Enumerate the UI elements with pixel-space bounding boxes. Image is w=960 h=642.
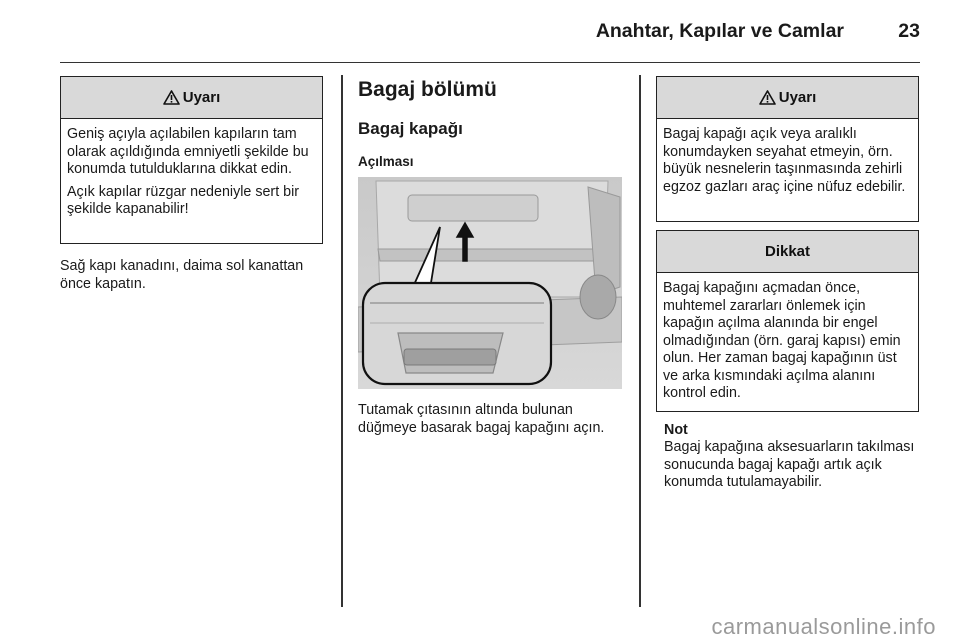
warning-paragraph-1: Geniş açıyla açılabilen kapıların tam olarak açıldığında emniyetli şekilde bu konumda tutulduklarına dikkat edin. xyxy=(67,126,309,177)
watermark: carmanualsonline.info xyxy=(711,614,936,639)
caution-heading: Dikkat xyxy=(764,243,811,260)
note-text: Bagaj kapağına aksesuarların takılması sonucunda bagaj kapağı artık açık konumda tutulamayabilir. xyxy=(664,439,915,490)
chapter-title: Anahtar, Kapılar ve Camlar xyxy=(595,20,844,42)
warning-triangle-icon xyxy=(759,90,776,105)
warning-text-right: Bagaj kapağı açık veya aralıklı konumdayken seyahat etmeyin, örn. büyük nesnelerin taşınmasında zehirli egzoz gazları araç içine nüfuz edebilir. xyxy=(663,126,906,195)
warning-body-right xyxy=(657,119,918,206)
warning-box-left xyxy=(60,76,323,244)
caution-body xyxy=(657,273,918,413)
section-title: Bagaj bölümü xyxy=(358,78,497,101)
warning-box-header xyxy=(61,77,322,119)
column-divider-1 xyxy=(341,75,343,607)
warning-triangle-icon xyxy=(163,90,180,105)
warning-body xyxy=(61,119,322,229)
warning-box-right xyxy=(656,76,919,222)
warning-box-header-right xyxy=(657,77,918,119)
opening-subheading: Açılması xyxy=(358,154,414,169)
warning-paragraph-2: Açık kapılar rüzgar nedeniyle sert bir şekilde kapanabilir! xyxy=(67,183,300,217)
figure-caption: Tutamak çıtasının altında bulunan düğmeye basarak bagaj kapağını açın. xyxy=(358,402,605,436)
warning-heading: Uyarı xyxy=(182,89,221,106)
subsection-title: Bagaj kapağı xyxy=(358,119,463,138)
page-header xyxy=(60,0,920,63)
left-body-text: Sağ kapı kanadını, daima sol kanattan önce kapatın. xyxy=(60,258,304,292)
warning-heading-right: Uyarı xyxy=(778,89,817,106)
column-divider-2 xyxy=(639,75,641,607)
caution-text: Bagaj kapağını açmadan önce, muhtemel zararları önlemek için kapağın açılma alanında bir engel olmadığından (örn. garaj kapısı) emin olun. Her zaman bagaj kapağının üst ve arka kısmındaki açılma alanını kontrol edin. xyxy=(663,280,901,401)
caution-box-header xyxy=(657,231,918,273)
note-label: Not xyxy=(664,422,688,438)
caution-box xyxy=(656,230,919,412)
tailgate-handle-illustration xyxy=(358,177,622,389)
page-number: 23 xyxy=(898,20,920,42)
